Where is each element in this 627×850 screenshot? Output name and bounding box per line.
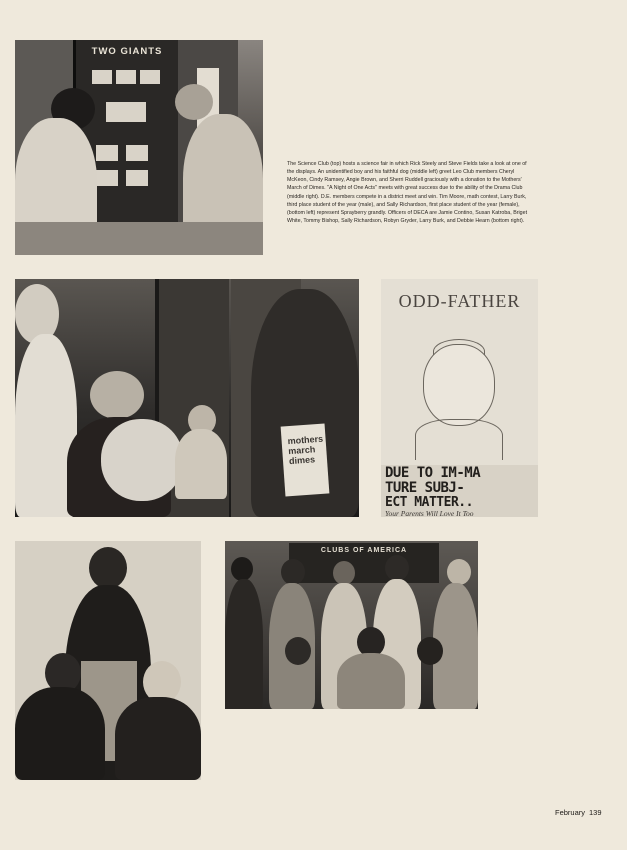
poster-line: ECT MATTER.. <box>385 495 473 510</box>
sign-line: mothers <box>287 433 324 447</box>
person-head <box>285 637 311 665</box>
caption-text: The Science Club (top) hosts a science fair in which Rick Steely and Steve Fields take a look at one of the displays. An unidentified boy and his faithful dog (middle left) greet Leo Club members Cheryl McKeon, Cindy Ramsey, Angie Brown, and Sherri Ruddell graciously with a donation to the Mothers' March of Dimes. ''A Night of One Acts'' meets with great success due to the ability of the Drama Club (middle right). D.E. members compete in a district meet and win. Tim Moore, math contest, Larry Burk, third place student of the year (male), and Sally Richardson, first place student of the year (female), (bottom left) represent Sprayberry grandly. Officers of DECA are Jamie Contino, Susan Katroba, Briget White, Tommy Bishop, Sally Richardson, Robyn Gryder, Larry Burk, and Debbie Hearn (bottom right). <box>287 161 528 225</box>
poster-title: ODD-FATHER <box>398 291 521 311</box>
deca-banner <box>289 543 439 583</box>
display-card <box>126 170 148 186</box>
board-title: TWO GIANTS <box>91 46 163 57</box>
person-head <box>385 555 409 581</box>
person-head <box>333 561 355 585</box>
poster-line: DUE TO IM-MA <box>385 465 481 481</box>
display-card <box>96 145 118 161</box>
person-front <box>337 653 405 709</box>
drama-club-poster-photo <box>381 279 538 517</box>
child <box>175 429 227 499</box>
dog <box>101 419 183 501</box>
person-head <box>281 559 305 585</box>
person-head <box>417 637 443 665</box>
poster-tagline: Your Parents Will Love It Too <box>385 509 474 517</box>
display-card <box>106 102 146 122</box>
person-head <box>90 371 144 419</box>
person-seated-left <box>15 687 105 780</box>
deca-officers-photo <box>225 541 478 709</box>
march-of-dimes-sign <box>281 424 330 497</box>
display-card <box>116 70 136 84</box>
science-fair-photo <box>15 40 263 255</box>
display-card <box>140 70 160 84</box>
de-members-photo <box>15 541 201 780</box>
person-head <box>175 84 213 120</box>
person-head <box>447 559 471 585</box>
poster-line: TURE SUBJ- <box>385 480 465 496</box>
display-table <box>15 222 263 255</box>
page-footer <box>555 808 602 817</box>
poster-sketch-face <box>423 344 495 426</box>
person-head <box>89 547 127 589</box>
footer-section: February <box>555 808 586 817</box>
person <box>225 579 263 709</box>
display-card <box>92 70 112 84</box>
display-card <box>96 170 118 186</box>
leo-club-photo <box>15 279 359 517</box>
page-number: 139 <box>589 808 602 817</box>
poster-sketch-body <box>415 419 503 460</box>
sign-line: march <box>287 444 316 457</box>
sign-line: dimes <box>288 454 316 467</box>
person-seated-right <box>115 697 201 780</box>
person-head <box>231 557 253 581</box>
display-card <box>126 145 148 161</box>
banner-text: CLUBS OF AMERICA <box>320 547 408 554</box>
